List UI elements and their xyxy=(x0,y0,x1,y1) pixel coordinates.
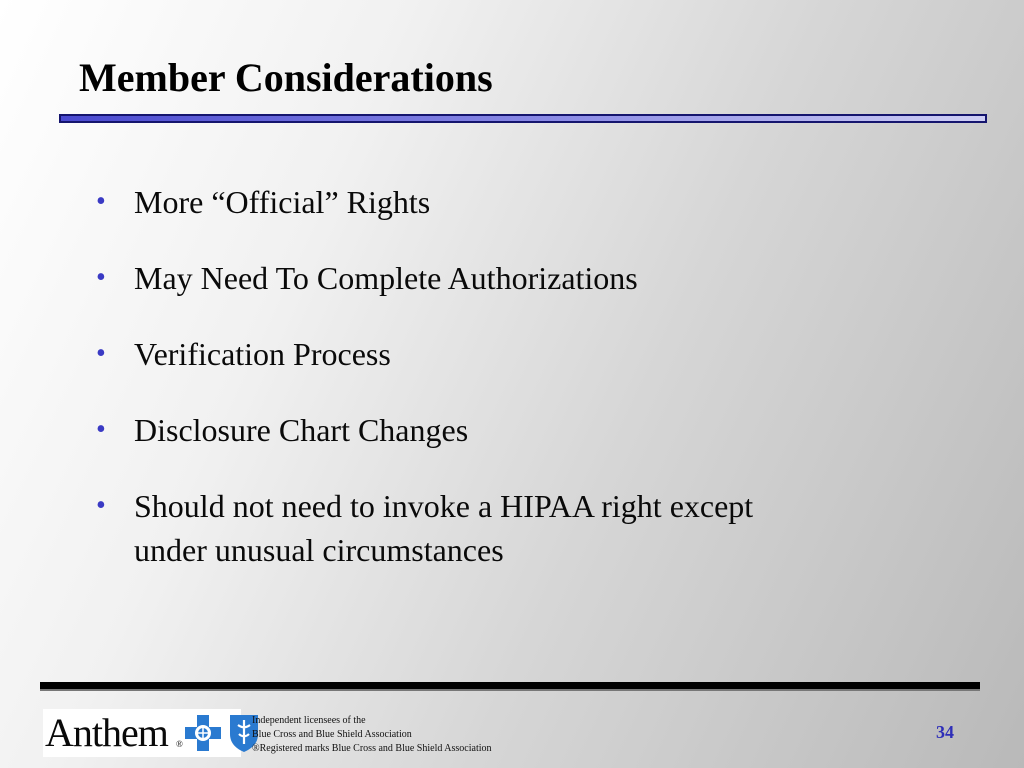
title-divider xyxy=(59,114,987,123)
bullet-icon: • xyxy=(96,338,106,369)
bullet-item xyxy=(96,332,816,376)
footer-note-line: Blue Cross and Blue Shield Association xyxy=(252,729,412,740)
anthem-logo xyxy=(43,709,241,757)
blue-cross-icon xyxy=(183,713,223,753)
bullet-icon: • xyxy=(96,490,106,521)
logo-wordmark: Anthem xyxy=(45,710,168,755)
bullet-text: More “Official” Rights xyxy=(134,184,431,220)
page-number: 34 xyxy=(936,722,954,742)
bullet-icon: • xyxy=(96,186,106,217)
bullet-list xyxy=(96,180,816,604)
bullet-item xyxy=(96,256,816,300)
footer-note-line: ®Registered marks Blue Cross and Blue Shield Association xyxy=(252,743,492,754)
bullet-icon: • xyxy=(96,414,106,445)
bullet-item xyxy=(96,180,816,224)
bullet-text: Should not need to invoke a HIPAA right except under unusual circumstances xyxy=(134,488,754,568)
footer-divider xyxy=(40,682,980,691)
logo-registered-mark: ® xyxy=(176,739,183,749)
bullet-text: Verification Process xyxy=(134,336,391,372)
bullet-icon: • xyxy=(96,262,106,293)
bullet-text: May Need To Complete Authorizations xyxy=(134,260,638,296)
footer-legal-notes xyxy=(252,714,492,756)
bullet-item xyxy=(96,408,816,452)
bullet-text: Disclosure Chart Changes xyxy=(134,412,469,448)
bullet-item xyxy=(96,484,816,572)
slide-title: Member Considerations xyxy=(79,55,493,100)
footer-note-line: Independent licensees of the xyxy=(252,715,366,726)
